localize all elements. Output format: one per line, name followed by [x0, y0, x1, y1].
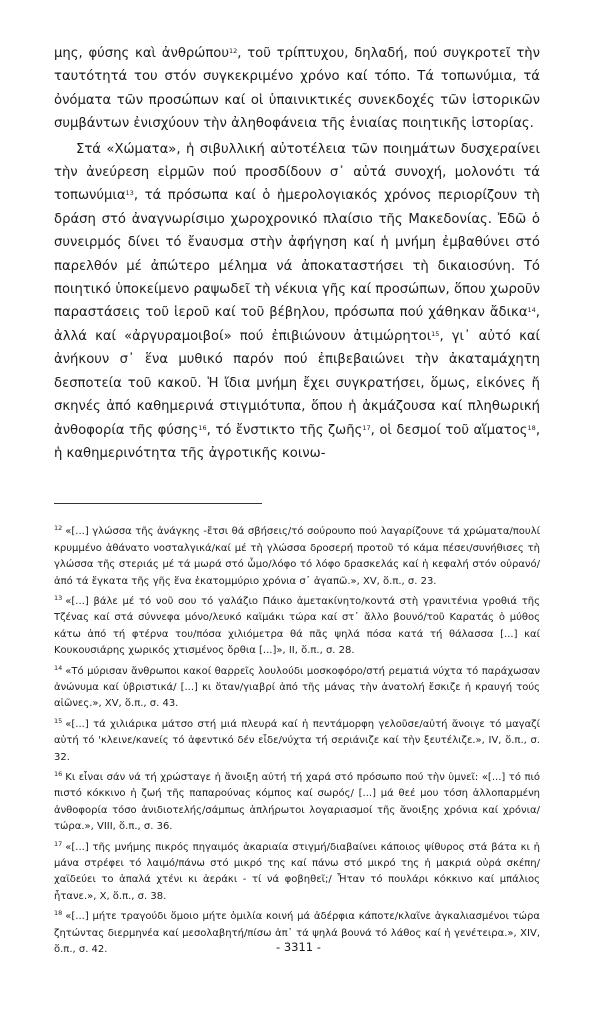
footnote-17 [54, 840, 540, 906]
footnote-16 [54, 770, 540, 836]
footnote-text: «[...] μήτε τραγούδι ὅμοιο μήτε ὁμιλία κοινή μά ἀδέρφια κάποτε/κλαῖνε ἀγκαλιασμένοι τώρα ζητώντας διερμηνέα καί μεσολαβητή/πίσω ἀπ᾽ τά ψηλά βουνά τό λάθος καί ἡ γενέτειρα.», XIV, ὅ.π., σ. 42. [54, 911, 540, 956]
footnote-number: 18 [54, 909, 63, 918]
footnote-ref-18[interactable]: 18 [527, 423, 536, 432]
text-run: , ἀλλά καί «ἀργυραμοιβοί» πού ἐπιβιώνουν ἀτιμώρητοι [54, 305, 540, 344]
footnote-15 [54, 717, 540, 766]
footnote-13 [54, 594, 540, 660]
text-run: Στά «Χώματα», ἡ σιβυλλική αὐτοτέλεια τῶν ποιημάτων δυσχεραίνει τὴν ἀνεύρεση εἱρμῶν πού προσδίδουν σ᾽ αὐτά συνοχή, μολονότι τά τοπωνύμια [54, 141, 540, 204]
paragraph-2 [54, 138, 540, 466]
footnote-ref-17[interactable]: 17 [362, 423, 371, 432]
footnote-ref-16[interactable]: 16 [198, 423, 207, 432]
footnote-number: 13 [54, 593, 63, 602]
footnote-ref-15[interactable]: 15 [431, 329, 440, 338]
text-run: μης, φύσης καὶ ἀνθρώπου [54, 46, 229, 61]
footnote-ref-12[interactable]: 12 [228, 47, 238, 55]
footnote-text: «[...] βάλε μέ τό νοῦ σου τό γαλάζιο Πάικο ἀμετακίνητο/κοντά στὴ γρανιτένια γροθιά τῆς Τζένας καί στά σύννεφα μόνο/λευκό καϊμάκι τώρα καί στ᾽ ἄλλο βουνό/τοῦ Καρατάς ὁ μύθος κάτω ἀπό τή φτέρνα του/πόσα χιλιόμετρα θά πᾶς ψηλά πόσα κατά τή θάλασσα [...] καί Κουκουσιάρης χωρικός χτισμένος ὄρθια [...]», II, ὅ.π., σ. 28. [54, 595, 540, 657]
footnote-text: «[...] γλώσσα τῆς ἀνάγκης -ἔτσι θά σβήσεις/τό σούρουπο πού λαγαρίζουνε τά χρώματα/πουλί κρυμμένο ἀθάνατο νοσταλγικά/καί μέ τὴ γλώσσα δροσερή προτοῦ τό κάμα πέσει/συνήθισες τὴ γλώσσα τῆς στεριάς μέ τά μωρά στό ὦμο/λόφο τό λόφο δρασκελάς καί ἡ κεφαλή στόν οὐρανό/ἀπό τά ἔγκατα τῆς γῆς ἕνα ἑκατομμύριο χρόνια σ᾽ ἀγαπῶ.», XV, ὅ.π., σ. 23. [54, 526, 540, 587]
footnote-number: 15 [54, 716, 63, 725]
text-run: , ἡ καθημερινότητα τῆς ἀγροτικῆς κοινω- [54, 422, 541, 461]
text-run: , γι᾽ αὐτό καί ἀνήκουν σ᾽ ἕνα μυθικό παρόν πού ἐπιβεβαιώνει τὴν ἀκαταμάχητη δεσποτεία τοῦ κακοῦ. Ἡ ἴδια μνήμη ἔχει συγκρατήσει, ὅμως, εἰκόνες ἤ σκηνές ἀπό καθημερινά στιγμιότυπα, ὅπου ἡ ἀκμάζουσα καί πληθωρική ἀνθοφορία τῆς φύσης [54, 328, 540, 438]
text-run: , τό ἔνστικτο τῆς ζωῆς [206, 422, 363, 438]
page-content [54, 42, 540, 962]
text-run: , τοῦ τρίπτυχου, δηλαδή, πού συγκροτεῖ τὴν ταυτότητά του στόν συγκεκριμένο χρόνο καί τόπο. Τά τοπωνύμια, τά ὀνόματα τῶν προσώπων καί οἱ ὑπαινικτικές συνεκδοχές τῶν ἱστορικῶν συμβάντων ἐνισχύουν τὴν ἀληθοφάνεια τῆς ἑνιαίας ποιητικῆς ἱστορίας. [54, 46, 540, 132]
footnote-text: Κι εἶναι σάν νά τή χρώσταγε ἡ ἄνοιξη αὐτή τή χαρά στό πρόσωπο πού τὴν ὑμνεῖ: «[...] τό πιό πιστό κόκκινο ἡ ζωή τῆς παπαρούνας κόμπος καί σωρός/ [...] μά θεέ μου τόση ἀλλοπαρμένη ἀνθοφορία τόσο ἀνιδιοτελής/σάμπως ἀπλήρωτοι λογαριασμοί τῆς ἄνοιξης χρόνια καί χρόνια/τώρα.», VIII, ὅ.π., σ. 36. [54, 772, 540, 833]
body-text [54, 42, 540, 465]
footnote-text: «[...] τῆς μνήμης πικρός πηγαιμός ἀκαριαία στιγμή/διαβαίνει κάποιος ψίθυρος στά βάτα κι ἡ μάνα στρέφει τό λαιμό/πάνω στό μικρό της καί πάνω στό μικρό της ἡ μακριά οὐρά σκέπη/χαϊδεύει το ἀπαλά χτένι κι ἀεράκι - τί νά φοβηθεῖ;/ Ἦταν τό πουλάρι κόκκινο καί μπάλιος ἦτανε.», X, ὅ.π., σ. 38. [54, 841, 540, 902]
footnote-number: 16 [54, 770, 63, 778]
footnote-ref-14[interactable]: 14 [527, 306, 536, 315]
footnote-ref-13[interactable]: 13 [125, 189, 134, 198]
footnote-number: 17 [54, 839, 63, 848]
footnote-text: «Τό μύρισαν ἄνθρωποι κακοί θαρρεῖς λουλούδι μοσκοφόρο/στή ρεματιά νύχτα τό παράχωσαν ἀνώνυμα καί ὑβριστικά/ [...] κι ὅταν/γιαβρί ἀπό τῆς μάνας τὴν ἀνατολή ἔσκιζε ἡ κραυγή τούς αἰῶνες.», XV, ὅ.π., σ. 43. [54, 665, 540, 710]
footnote-text: «[...] τά χιλιάρικα μάτσο στή μιά πλευρά καί ἡ πεντάμορφη γελοῦσε/αὐτή ἄνοιγε τό μαγαζί αὐτή τό 'κλεινε/κανείς τό ἀφεντικό δέν εἶδε/νύχτα τή σεριάνιζε καί τὴν ξευτέλιζε.», IV, ὅ.π., σ. 32. [54, 718, 540, 763]
page-number: - 3311 - [276, 940, 321, 954]
text-run: , οἱ δεσμοί τοῦ αἵματος [370, 422, 528, 438]
footnote-12 [54, 524, 540, 590]
footnote-14 [54, 664, 540, 713]
footnote-number: 12 [54, 524, 63, 533]
text-run: , τά πρόσωπα καί ὁ ἡμερολογιακός χρόνος περιορίζουν τὴ δράση στό ἀναγνωρίσιμο χωροχρονικό πλαίσιο τῆς Μακεδονίας. Ἐδῶ ὁ συνειρμός δίνει τό ἔναυσμα στὴν ἀφήγηση καί ἡ μνήμη ἐμβαθύνει στό παρελθόν μέ ἀπώτερο μέλημα νά ἀποκαταστήσει τὴ δικαιοσύνη. Τό ποιητικό ὑποκείμενο ραψωδεῖ τὴ νέκυια γῆς καί προσώπων, ὅπου χωροῦν παραστάσεις τοῦ ἱεροῦ καί τοῦ βέβηλου, πρόσωπα πού χάθηκαν ἄδικα [54, 188, 540, 321]
footnotes [54, 524, 540, 958]
paragraph-1 [54, 42, 540, 136]
footnote-divider [54, 503, 262, 504]
footnote-number: 14 [54, 663, 63, 672]
